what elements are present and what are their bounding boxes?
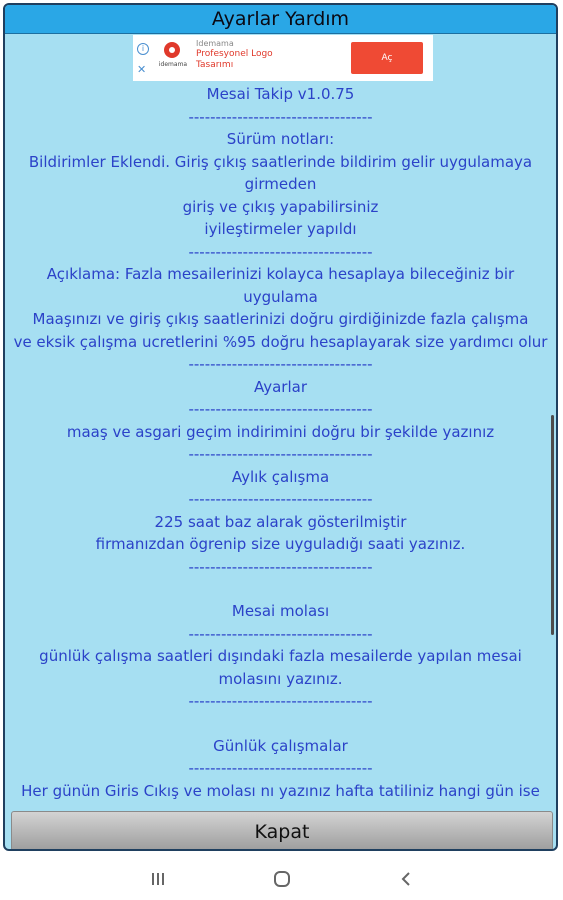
daily-work-heading: Günlük çalışmalar <box>213 736 348 755</box>
description-line: Açıklama: Fazla mesailerinizi kolayca hesaplaya bileceğiniz bir uygulama <box>46 265 515 306</box>
divider: ---------------------------------- <box>188 557 373 576</box>
scrollbar[interactable] <box>551 415 554 635</box>
dialog-title: Ayarlar Yardım <box>5 5 556 34</box>
monthly-work-line: firmanızdan ögrenip size uyguladığı saati yazınız. <box>95 535 466 553</box>
description-line: Maaşınızı ve giriş çıkış saatlerinizi doğru girdiğinizde fazla çalışma <box>32 310 529 328</box>
divider: ---------------------------------- <box>188 355 373 373</box>
divider: ---------------------------------- <box>188 490 373 508</box>
ad-brand: idemama <box>158 61 188 68</box>
spacer <box>5 578 556 600</box>
release-note-line: giriş ve çıkış yapabilirsiniz <box>182 197 379 216</box>
ad-logo-mark <box>164 42 180 58</box>
ad-banner[interactable] <box>133 35 433 81</box>
ad-info-icon[interactable]: i <box>137 43 149 55</box>
help-dialog <box>3 3 558 851</box>
monthly-work-line: 225 saat baz alarak gösterilmiştir <box>154 512 407 531</box>
description-line: ve eksik çalışma ucretlerini %95 doğru hesaplayarak size yardımcı olur <box>13 332 548 351</box>
divider: ---------------------------------- <box>188 107 373 126</box>
ad-logo <box>153 41 193 75</box>
divider: ---------------------------------- <box>188 624 373 643</box>
divider: ---------------------------------- <box>188 242 373 261</box>
help-content[interactable] <box>5 83 556 809</box>
release-note-line: iyileştirmeler yapıldı <box>204 220 357 238</box>
app-version: Mesai Takip v1.0.75 <box>206 85 355 103</box>
ad-close-icon[interactable]: ✕ <box>137 63 147 76</box>
back-icon[interactable] <box>376 855 436 900</box>
recent-apps-icon[interactable] <box>128 855 188 900</box>
ad-headline: Profesyonel Logo Tasarımı <box>196 49 273 70</box>
overtime-break-line: günlük çalışma saatleri dışındaki fazla mesailerde yapılan mesai molasını yazınız. <box>39 647 522 688</box>
daily-work-line: Her günün Giris Cıkış ve molası nı yazınız hafta tatiliniz hangi gün ise <box>21 781 540 800</box>
ad-advertiser: Idemama <box>196 39 234 48</box>
ad-banner-strip <box>5 34 556 82</box>
close-button[interactable]: Kapat <box>11 811 553 851</box>
system-navigation-bar <box>0 855 563 900</box>
settings-heading: Ayarlar <box>253 377 307 396</box>
spacer <box>5 713 556 735</box>
release-notes-heading: Sürüm notları: <box>226 130 335 148</box>
overtime-break-heading: Mesai molası <box>231 602 330 620</box>
settings-line: maaş ve asgari geçim indirimini doğru bir şekilde yazınız <box>66 422 495 441</box>
monthly-work-heading: Aylık çalışma <box>231 467 330 486</box>
divider: ---------------------------------- <box>188 445 373 463</box>
divider: ---------------------------------- <box>188 759 373 777</box>
divider: ---------------------------------- <box>188 692 373 710</box>
ad-open-button[interactable]: Aç <box>351 42 423 74</box>
home-icon[interactable] <box>252 855 312 900</box>
release-note-line: Bildirimler Eklendi. Giriş çıkış saatlerinde bildirim gelir uygulamaya girmeden <box>28 152 533 193</box>
divider: ---------------------------------- <box>188 400 373 418</box>
